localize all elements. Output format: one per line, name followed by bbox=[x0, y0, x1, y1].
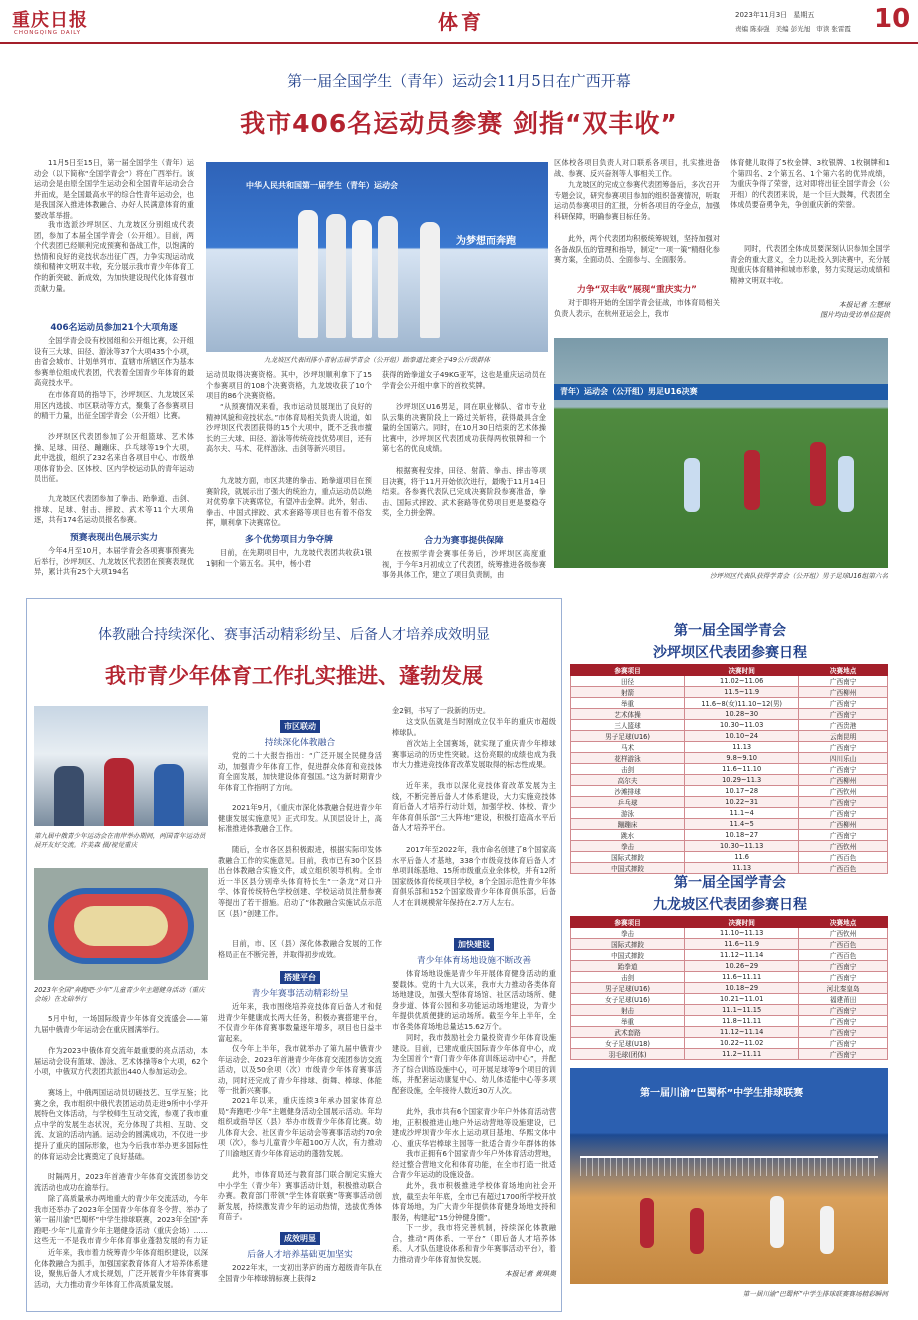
paragraph: 在市体育局的指导下，沙坪坝区、九龙坡区采用区内选拔、市区联动等方式，聚集了各参赛项目的精干力量，出征全国学青会（公开组）比赛。 bbox=[34, 390, 194, 421]
event-cell: 举重 bbox=[571, 1016, 685, 1027]
photo-taekwondo-team bbox=[206, 162, 548, 352]
final-date-cell: 11.6~11.11 bbox=[685, 972, 799, 983]
final-date-cell: 11.2~11.11 bbox=[685, 1049, 799, 1060]
paragraph: 目前，市、区（县）深化体教融合发展的工作格局正在不断完善，并取得初步成效。 bbox=[218, 939, 382, 959]
event-cell: 跆拳道 bbox=[571, 961, 685, 972]
photo-caption: 第一届川渝“巴蜀杯”中学生排球联赛赛场精彩瞬间 bbox=[742, 1290, 888, 1298]
section-tag: 加快建设 bbox=[454, 938, 494, 951]
event-cell: 国际式摔跤 bbox=[571, 939, 685, 950]
event-cell: 羽毛球(团体) bbox=[571, 1049, 685, 1060]
article2-kicker: 体教融合持续深化、赛事活动精彩纷呈、后备人才培养成效明显 bbox=[98, 627, 490, 643]
paragraph: 运动员取得决赛资格。其中，沙坪坝顺利拿下了15个参赛项目的108个决赛资格，九龙坡收获了10个项目的86个决赛资格。 bbox=[206, 370, 372, 401]
paragraph: 下一步，我市将完善机制，持续深化体教融合，推动“两体系、一平台”（即后备人才培养体系、人才队伍建设体系和青少年赛事活动平台），着力推动青少年体育加快发展。 bbox=[392, 1223, 556, 1264]
paragraph: 全国学青会设有校园组和公开组比赛，公开组设有三大球、田径、游泳等37个大项435个小项，由省会城市、计划单列市、直辖市所辖区作为基本参赛单位组成代表团，代表着全国青少年体育的最高竞技水平。 bbox=[34, 336, 194, 388]
player-figure bbox=[810, 442, 826, 506]
subheading: 预赛表现出色展示实力 bbox=[70, 533, 158, 543]
venue-cell: 广西南宁 bbox=[799, 698, 888, 709]
paragraph: 首次站上全国赛场，就实现了重庆青少年棒球赛事运动的历史性突破。这份亮眼的成绩也成为我市大力推进竞技体育改革发展取得的标志性成果。 bbox=[392, 739, 556, 770]
article2-right-col bbox=[392, 706, 556, 1306]
table-row bbox=[571, 1005, 888, 1016]
paragraph: 在按照学青会赛事任务后，沙坪坝区高度重视，于今年3月初成立了代表团，统筹推进各级参赛事务具体工作，建立了项目负责制，由 bbox=[382, 549, 546, 580]
venue-cell: 四川乐山 bbox=[799, 753, 888, 764]
masthead bbox=[0, 0, 918, 44]
event-cell: 高尔夫 bbox=[571, 775, 685, 786]
section-title: 体育 bbox=[438, 10, 484, 34]
event-cell: 女子足球(U18) bbox=[571, 1038, 685, 1049]
paragraph: 九龙坡方面，市区共建的拳击、跆拳道项目在预赛阶段，就展示出了强大的统治力，重点运动员以绝对优势拿下决赛席位，有望冲击金牌。此外，射击、拳击、中国式摔跤、武术套路等项目也有着不俗发挥，顺利拿下决赛席位。 bbox=[206, 476, 372, 528]
table-row bbox=[571, 808, 888, 819]
subheading: 青少年赛事活动精彩纷呈 bbox=[251, 989, 349, 999]
table-row bbox=[571, 709, 888, 720]
event-cell: 射击 bbox=[571, 1005, 685, 1016]
designer-label: 美编 bbox=[775, 25, 789, 33]
column-header: 决赛时间 bbox=[685, 917, 799, 928]
event-cell: 艺术体操 bbox=[571, 709, 685, 720]
final-date-cell: 9.8~9.10 bbox=[685, 753, 799, 764]
event-cell: 花样游泳 bbox=[571, 753, 685, 764]
table-row bbox=[571, 841, 888, 852]
venue-cell: 广西南宁 bbox=[799, 1005, 888, 1016]
venue-cell: 广西柳州 bbox=[799, 687, 888, 698]
event-cell: 国际式摔跤 bbox=[571, 852, 685, 863]
designer-name: 彭光旭 bbox=[790, 25, 811, 33]
player-figure bbox=[640, 1198, 654, 1248]
schedule-title-line1: 第一届全国学青会 bbox=[674, 623, 786, 639]
final-date-cell: 11.13 bbox=[685, 863, 799, 874]
event-cell: 三人篮球 bbox=[571, 720, 685, 731]
final-date-cell: 11.12~11.14 bbox=[685, 950, 799, 961]
section-tag: 搭建平台 bbox=[280, 971, 320, 984]
player-figure bbox=[744, 450, 760, 510]
final-date-cell: 10.17~28 bbox=[685, 786, 799, 797]
paragraph: 近年来，我市以深化竞技体育改革发展为主线，不断完善后备人才体系建设，大力实施竞技体育后备人才培养行动计划，加强学校、体校、青少年体育俱乐部“三大阵地”建设，积极打造高水平后备人才培养平台。 bbox=[392, 781, 556, 833]
table-row bbox=[571, 939, 888, 950]
paragraph: 九龙坡区代表团参加了拳击、跆拳道、击剑、排球、足球、射击、摔跤、武术等11个大项角逐，共有174名运动员报名参赛。 bbox=[34, 494, 194, 525]
photo-running-youth-event bbox=[34, 868, 208, 980]
venue-cell: 广西南宁 bbox=[799, 1049, 888, 1060]
column-header: 决赛地点 bbox=[799, 665, 888, 676]
player-figure bbox=[838, 456, 854, 512]
final-date-cell: 11.6~8(女)11.10~12(男) bbox=[685, 698, 799, 709]
crowd-figure bbox=[104, 758, 134, 826]
subheading: 多个优势项目力争夺牌 bbox=[245, 535, 333, 545]
final-date-cell: 10.30~11.03 bbox=[685, 720, 799, 731]
paragraph: 我市选派沙坪坝区、九龙坡区分别组成代表团，参加了本届全国学青会（公开组）。目前，两个代表团已经顺利完成预赛和备战工作，以饱满的热情和良好的竞技状态出征广西，力争实现运动成绩和精神文明双丰收，充分展示我市青少年体育工作的新突破、新成效，为加快建设现代化体育强市贡献力量。 bbox=[34, 220, 194, 293]
section-tag: 成效明显 bbox=[280, 1232, 320, 1245]
paragraph: 今年4月至10月，本届学青会各项赛事预赛先后举行，沙坪坝区、九龙坡区代表团在预赛表现优异，累计共有25个大项194名 bbox=[34, 546, 194, 577]
final-date-cell: 10.18~27 bbox=[685, 830, 799, 841]
table-row bbox=[571, 1016, 888, 1027]
venue-cell: 广西南宁 bbox=[799, 961, 888, 972]
player-figure bbox=[684, 458, 700, 512]
paragraph: 2021年以来，重庆连续3年承办国家体育总局“奔跑吧·少年”主题健身活动全国展示活动。年均组织或指导区（县）举办市级青少年体育比赛。幼儿体育大会、社区青少年运动会等赛事活动约70余项（次），参与儿童青少年超100万人次，有力推动了川渝地区青少年体育运动的蓬勃发展。 bbox=[218, 1096, 382, 1158]
table-row bbox=[571, 786, 888, 797]
stadium-field bbox=[74, 906, 168, 946]
table-row bbox=[571, 819, 888, 830]
schedule2-title bbox=[570, 872, 890, 914]
crowd-figure bbox=[54, 766, 84, 826]
subheading: 406名运动员参加21个大项角逐 bbox=[50, 323, 178, 333]
athlete-figure bbox=[352, 220, 372, 338]
final-date-cell: 11.12~11.14 bbox=[685, 1027, 799, 1038]
article1-col1 bbox=[34, 158, 194, 588]
final-date-cell: 11.02~11.06 bbox=[685, 676, 799, 687]
final-date-cell: 10.30~11.13 bbox=[685, 841, 799, 852]
event-cell: 马术 bbox=[571, 742, 685, 753]
venue-cell: 广西钦州 bbox=[799, 786, 888, 797]
table-row bbox=[571, 775, 888, 786]
event-cell: 中国式摔跤 bbox=[571, 863, 685, 874]
athlete-figure bbox=[298, 210, 318, 338]
venue-cell: 广西百色 bbox=[799, 863, 888, 874]
table-row bbox=[571, 698, 888, 709]
athlete-figure bbox=[326, 214, 346, 338]
paragraph: 目前，在先期项目中，九龙坡代表团共收获1银1铜和一个第五名。其中，杨小君 bbox=[206, 548, 372, 568]
photo-banner-text: 中华人民共和国第一届学生（青年）运动会 bbox=[246, 181, 398, 190]
weekday: 星期五 bbox=[793, 11, 815, 19]
venue-cell: 广西南宁 bbox=[799, 972, 888, 983]
final-date-cell: 11.8~11.11 bbox=[685, 1016, 799, 1027]
venue-cell: 广西钦州 bbox=[799, 928, 888, 939]
table-row bbox=[571, 676, 888, 687]
event-cell: 射箭 bbox=[571, 687, 685, 698]
paragraph: 此外，我市积极推进学校体育场地向社会开放，截至去年年底，全市已有超过1700所学校开放体育场地，为广大青少年提供体育健身场地支持和服务，构建起“15分钟健身圈”。 bbox=[392, 1181, 556, 1222]
event-cell: 拳击 bbox=[571, 841, 685, 852]
final-date-cell: 11.6~11.10 bbox=[685, 764, 799, 775]
paragraph: 5月中旬，一场国际级青少年体育交流盛会——第九届中俄青少年运动会在重庆圆满举行。 bbox=[34, 1014, 208, 1034]
final-date-cell: 11.1~11.15 bbox=[685, 1005, 799, 1016]
athlete-figure bbox=[378, 216, 398, 338]
photo-caption: 九龙坡区代表团排小青射击届学青会（公开组）跆拳道比赛全于49公斤级群体 bbox=[264, 356, 490, 364]
photo-credit: 图片均由受访单位提供 bbox=[820, 311, 890, 319]
paragraph: 金2铜，书写了一段新的历史。 bbox=[392, 706, 491, 715]
section-tag: 市区联动 bbox=[280, 720, 320, 733]
volleyball-net bbox=[580, 1156, 878, 1176]
event-cell: 拳击 bbox=[571, 928, 685, 939]
event-cell: 击剑 bbox=[571, 764, 685, 775]
newspaper-logo: 重庆日报 bbox=[12, 10, 88, 31]
final-date-cell: 10.18~29 bbox=[685, 983, 799, 994]
photo-banner-text: 青年）运动会（公开组）男足U16决赛 bbox=[554, 384, 888, 400]
venue-cell: 广西南宁 bbox=[799, 1016, 888, 1027]
final-date-cell: 11.13 bbox=[685, 742, 799, 753]
table-row bbox=[571, 961, 888, 972]
venue-cell: 广西百色 bbox=[799, 939, 888, 950]
article2-mid-col bbox=[218, 714, 382, 1306]
paragraph: 此外，市体育局还与教育部门联合制定实施大中小学生（青少年）赛事活动计划，积极推动联合办赛。教育部门带领“学生体育联赛”等赛事活动创新发展，持续激发青少年的运动热情，选拔优秀体育苗子。 bbox=[218, 1170, 382, 1222]
photo-youth-football bbox=[554, 338, 888, 568]
article1-col4 bbox=[554, 158, 720, 334]
paragraph: 体育场地设施是青少年开展体育健身活动的重要载体。党的十九大以来，我市大力推动各类体育场地建设，加强大型体育场馆、社区活动场所、健身步道、体育公园和多功能运动场地建设，为青少年提供优质便捷的运动场所。截至今年上半年，全市各类体育场地总量达15.62万个。 bbox=[392, 969, 556, 1031]
event-cell: 游泳 bbox=[571, 808, 685, 819]
event-cell: 蹦蹦床 bbox=[571, 819, 685, 830]
newspaper-logo-en: CHONGQING DAILY bbox=[14, 30, 81, 36]
venue-cell: 广西南宁 bbox=[799, 797, 888, 808]
schedule2-table bbox=[570, 916, 888, 1060]
venue-cell: 广西贵港 bbox=[799, 720, 888, 731]
paragraph: 体育健儿取得了5枚金牌、3枚银牌、1枚铜牌和1个第四名、2个第五名、1个第六名的优异成绩，为重庆争得了荣誉，这对即将出征全国学青会（公开组）的代表团来说，是一个巨大鼓舞，代表团全体成员要奋勇争先，争创重庆新的荣誉。 bbox=[730, 158, 890, 210]
article2-headline: 我市青少年体育工作扎实推进、蓬勃发展 bbox=[105, 664, 483, 688]
table-row bbox=[571, 983, 888, 994]
proofreader-label: 审读 bbox=[816, 25, 830, 33]
photo-volleyball-league bbox=[570, 1068, 888, 1284]
editors-line bbox=[735, 24, 851, 33]
photo-caption: 沙坪坝区代表队获得学青会（公开组）男子足球U16组第六名 bbox=[709, 572, 888, 580]
schedule-title-line2: 沙坪坝区代表团参赛日程 bbox=[653, 645, 807, 661]
table-row bbox=[571, 764, 888, 775]
table-row bbox=[571, 928, 888, 939]
final-date-cell: 11.6 bbox=[685, 852, 799, 863]
venue-cell: 广西南宁 bbox=[799, 830, 888, 841]
venue-cell: 广西百色 bbox=[799, 852, 888, 863]
final-date-cell: 11.10~11.13 bbox=[685, 928, 799, 939]
paragraph: 随后，全市各区县积极跟进，根据实际印发体教融合工作的实施意见。目前，我市已有30个区县出台体教融合实施文件，或立组织领导机构。全市近一半区县分别牵头体育特长生“一条龙”对口升学、体育传统特色学校创建、学校运动员注册参赛等提出了若干措施。启动了“体教融合实施试点示范区（县）”创建工作。 bbox=[218, 845, 382, 918]
paragraph: 获得的跆拳道女子49KG亚军，这也是重庆运动员在学青会公开组中拿下的首枚奖牌。 bbox=[382, 370, 546, 390]
issue-date bbox=[735, 10, 814, 20]
paragraph: 同时，代表团全体成员要深刻认识参加全国学青会的重大意义，全力以赴投入到决赛中，充分展现重庆体育精神和城市形象，努力实现运动成绩和精神文明双丰收。 bbox=[730, 244, 890, 285]
final-date-cell: 11.4~5 bbox=[685, 819, 799, 830]
event-cell: 中国式摔跤 bbox=[571, 950, 685, 961]
venue-cell: 广西百色 bbox=[799, 950, 888, 961]
table-row bbox=[571, 1049, 888, 1060]
paragraph: 赛场上，中俄两国运动员切磋技艺、互学互鉴；比赛之余，我市组织中俄代表团运动员走进9所中小学开展特色文体活动，与学校师生互动交流，参观了我市重点中学的发展生态状况，充分体现了共相、互助、交流、友谊的活动内涵。运动会的圆满成功，不仅进一步提升了重庆的国际形象，也为今后我市举办更多国际性的体育运动会比赛奠定了良好基础。 bbox=[34, 1088, 208, 1161]
reporter-byline: 本报记者 黄琪奥 bbox=[504, 1270, 556, 1278]
paragraph: “从预赛情况来看，我市运动员展现出了良好的精神风貌和竞技状态。”市体育局相关负责人说道，如沙坪坝区代表团获得的15个大项中，既不乏我市擅长的三大球、田径、游泳等传统竞技优势项目，还有高尔夫、马术、花样游泳、击剑等新兴项目。 bbox=[206, 402, 372, 454]
subheading: 合力为赛事提供保障 bbox=[424, 536, 504, 546]
paragraph: 党的二十大报告指出：“广泛开展全民健身活动，加强青少年体育工作，促进群众体育和竞技体育全面发展，加快建设体育强国。”这为新时期青少年体育工作指明了方向。 bbox=[218, 751, 382, 792]
paragraph: 区体校各项目负责人对口联系各项目，扎实推进备战、参赛、反兴奋剂等人事相关工作。 bbox=[554, 158, 720, 178]
final-date-cell: 10.22~31 bbox=[685, 797, 799, 808]
table-row bbox=[571, 720, 888, 731]
venue-cell: 广西南宁 bbox=[799, 676, 888, 687]
table-row bbox=[571, 830, 888, 841]
subheading: 青少年体育场地设施不断改善 bbox=[416, 956, 532, 966]
venue-cell: 广西南宁 bbox=[799, 1027, 888, 1038]
schedule-title-line2: 九龙坡区代表团参赛日程 bbox=[653, 897, 807, 913]
paragraph: 沙坪坝区U16男足，同在职业梯队、省市专业队云集的决赛阶段上一路过关斩将，获得最具含金量的全国第六。同时，在10月30日结束的艺术体操比赛中，沙坪坝区代表团成功获得两枚银牌和一个第七名的优良成绩。 bbox=[382, 402, 546, 454]
final-date-cell: 10.26~29 bbox=[685, 961, 799, 972]
table-row bbox=[571, 742, 888, 753]
event-cell: 男子足球(U16) bbox=[571, 731, 685, 742]
venue-cell: 广西柳州 bbox=[799, 819, 888, 830]
paragraph: 2021年9月，《重庆市深化体教融合促进青少年健康发展实施意见》正式印发。从顶层设计上，高标准推进体教融合工作。 bbox=[218, 803, 382, 834]
event-cell: 乒乓球 bbox=[571, 797, 685, 808]
paragraph: 仅今年上半年，我市就举办了第九届中俄青少年运动会、2023年首港青少年体育交流团参访交流活动，以及50余项（次）市级青少年体育赛事活动，同时还完成了青少年排球、街舞、棒球、体能等一批新兴赛事。 bbox=[218, 1044, 382, 1096]
venue-cell: 广西南宁 bbox=[799, 742, 888, 753]
venue-cell: 广西钦州 bbox=[799, 841, 888, 852]
photo-sino-russian-games bbox=[34, 706, 208, 826]
player-figure bbox=[770, 1196, 784, 1248]
table-row bbox=[571, 852, 888, 863]
schedule1-title bbox=[570, 620, 890, 662]
paragraph: 近年来，我市着力统筹青少年体育组织建设，以深化体教融合为抓手，加强国家教育体育人才培养体系建设，聚焦后备人才成长规划，广泛开展青少年体育赛事活动，大力推动青少年体育工作高质量发展。 bbox=[34, 1248, 208, 1289]
photo-banner-text: 第一届川渝“巴蜀杯”中学生排球联赛 bbox=[640, 1088, 804, 1099]
event-cell: 沙滩排球 bbox=[571, 786, 685, 797]
event-cell: 举重 bbox=[571, 698, 685, 709]
venue-cell: 广西南宁 bbox=[799, 808, 888, 819]
event-cell: 武术套路 bbox=[571, 1027, 685, 1038]
table-row bbox=[571, 687, 888, 698]
paragraph: 我市正拥有6个国家青少年户外体育活动营地，经过整合营地文化和体育功能，在全市打造一批适合青少年运动的设施设备。 bbox=[392, 1149, 556, 1180]
event-cell: 女子足球(U16) bbox=[571, 994, 685, 1005]
schedule-title-line1: 第一届全国学青会 bbox=[674, 875, 786, 891]
paragraph: 对于即将开始的全国学青会征战，市体育局相关负责人表示，在杭州亚运会上，我市 bbox=[554, 298, 720, 318]
final-date-cell: 10.28~30 bbox=[685, 709, 799, 720]
player-figure bbox=[820, 1206, 834, 1254]
final-date-cell: 10.22~11.02 bbox=[685, 1038, 799, 1049]
athlete-figure bbox=[420, 222, 440, 338]
table-row bbox=[571, 950, 888, 961]
paragraph: 根据赛程安排，田径、射箭、拳击、摔击等项目决赛，将于11月开始依次进行，最晚于11月14日结束。各参赛代表队已完成决赛阶段参赛准备，拳击、国际式摔跤、武术套路等优势项目更是要稳夺奖，全力拼金牌。 bbox=[382, 466, 546, 518]
event-cell: 男子足球(U16) bbox=[571, 983, 685, 994]
paragraph: 2022年末，一支初出茅庐的南方超级青年队在全国青少年棒球锦标赛上获得2 bbox=[218, 1263, 382, 1283]
venue-cell: 河北秦皇岛 bbox=[799, 983, 888, 994]
final-date-cell: 11.6~11.9 bbox=[685, 939, 799, 950]
paragraph: 2017年至2022年，我市命名创建了8个国家高水平后备人才基地，338个市级竞技体育后备人才单项训练基地、15所市级重点业余体校，并有12所国家级体育传统项目学校，8个全国示范性青少年体育俱乐部和152个国家级青少年体育俱乐部，后备人才在训规模常年保持在2.7万人左右。 bbox=[392, 845, 556, 907]
schedule1-table bbox=[570, 664, 888, 874]
final-date-cell: 10.21~11.01 bbox=[685, 994, 799, 1005]
paragraph: 沙坪坝区代表团参加了公开组篮球、艺术体操、足球、田径、蹦蹦床、乒乓球等19个大项，此中选拔，组织了232名来自各项目中心、市级单项体育协会、区体校、区内学校运动队的青年运动员出征。 bbox=[34, 432, 194, 484]
article2-left-col bbox=[34, 1014, 208, 1306]
article1-col3 bbox=[382, 370, 546, 588]
venue-cell: 广西南宁 bbox=[799, 764, 888, 775]
article1-kicker: 第一届全国学生（青年）运动会11月5日在广西开幕 bbox=[287, 72, 631, 90]
table-row bbox=[571, 1038, 888, 1049]
editor-label: 责编 bbox=[735, 25, 748, 33]
table-row bbox=[571, 753, 888, 764]
event-cell: 跳水 bbox=[571, 830, 685, 841]
final-date-cell: 10.10~24 bbox=[685, 731, 799, 742]
event-cell: 击剑 bbox=[571, 972, 685, 983]
paragraph: 这支队伍就是当时刚成立仅半年的重庆市超级棒球队。 bbox=[392, 717, 556, 737]
paragraph: 此外，我市共有6个国家青少年户外体育活动营地，正积极推进山地户外运动营地等设施建设，已建成沙坪坝青少年水上运动项目基地、华熙文体中心、重庆华岩棒球主园等一批适合青少年群体的体 bbox=[392, 1107, 556, 1148]
column-header: 参赛项目 bbox=[571, 665, 685, 676]
table-row bbox=[571, 731, 888, 742]
event-cell: 田径 bbox=[571, 676, 685, 687]
venue-cell: 广西柳州 bbox=[799, 775, 888, 786]
final-date-cell: 10.29~11.3 bbox=[685, 775, 799, 786]
venue-cell: 福建莆田 bbox=[799, 994, 888, 1005]
subheading: 力争“双丰收”展现“重庆实力” bbox=[577, 285, 697, 295]
venue-cell: 广西南宁 bbox=[799, 1038, 888, 1049]
photo-banner-big: 为梦想而奔跑 bbox=[456, 236, 516, 247]
paragraph: 同时，我市鼓励社会力量投资青少年体育设施建设。目前，已建成重庆国际青少年体育中心，成为全国首个“青门青少年体育训练运动中心”，并配齐了综合训练设施中心，可开展足球等9个项目的训练，并配套运动康复中心、幼儿体适能中心等多项配套设施，全年接待人数近30万人次。 bbox=[392, 1033, 556, 1095]
venue-cell: 广西南宁 bbox=[799, 709, 888, 720]
paragraph: 时隔两月，2023年首港青少年体育交流团参访交流活动也成功在渝举行。 bbox=[34, 1172, 208, 1192]
crowd-figure bbox=[154, 764, 184, 826]
date: 2023年11月3日 bbox=[735, 11, 788, 19]
table-row bbox=[571, 1027, 888, 1038]
article1-headline: 我市406名运动员参赛 剑指“双丰收” bbox=[240, 109, 678, 138]
article1-col5 bbox=[730, 158, 890, 334]
article1-col2 bbox=[206, 370, 372, 588]
page-number: 10 bbox=[874, 4, 911, 34]
table-row bbox=[571, 797, 888, 808]
subheading: 持续深化体教融合 bbox=[264, 738, 336, 748]
table-row bbox=[571, 994, 888, 1005]
final-date-cell: 11.1~4 bbox=[685, 808, 799, 819]
paragraph: 近年来，我市围绕培养竞技体育后备人才和促进青少年健康成长两大任务，积极办赛搭建平台，不仅青少年体育赛事数量逐年增多，项目也日益丰富起来。 bbox=[218, 1002, 382, 1043]
column-header: 决赛地点 bbox=[799, 917, 888, 928]
paragraph: 九龙坡区的完成立参赛代表团筹备后，多次召开专题会议，研究参赛项目参加的组织备赛情况，听取运动员参赛项目的汇报，分析各项目的夺金点，加强科研保障，明确参赛目标任务。 bbox=[554, 180, 720, 221]
paragraph: 11月5日至15日，第一届全国学生（青年）运动会（以下简称“全国学青会”）将在广西举行。该运动会是由原全国学生运动会和全国青年运动会合并而成，是全国最高水平的综合性青年运动会，也是我国深入推进体教融合、办好人民满意体育的重要改革举措。 bbox=[34, 158, 194, 220]
paragraph: 除了高质量承办两地重大的青少年交流活动，今年我市还举办了2023年全国青少年体育冬令营、举办了第一届川渝“巴蜀杯”中学生排球联赛，2023年全国“奔跑吧·少年”儿童青少年主题健身活动（重庆会场）……这些无一不是我市青少年体育事业蓬勃发展的有力证 bbox=[34, 1194, 208, 1246]
paragraph: 作为2023中俄体育交流年最重要的亮点活动，本届运动会设有篮球、游泳、艺术体操等8个大项，62个小项，中俄双方代表团共派出440人参加运动会。 bbox=[34, 1046, 208, 1077]
final-date-cell: 11.5~11.9 bbox=[685, 687, 799, 698]
paragraph: 此外，两个代表团均积极统筹规划，坚持加强对各备战队伍的管理和指导，制定“一项一策”精细化参赛方案，全面动员、全面参与、全面服务。 bbox=[554, 234, 720, 265]
reporter-byline: 本报记者 左慧琼 bbox=[838, 301, 890, 309]
column-header: 参赛项目 bbox=[571, 917, 685, 928]
column-header: 决赛时间 bbox=[685, 665, 799, 676]
photo-caption: 2023年全国“奔跑吧·少年”儿童青少年主题健身活动（重庆会场）在北碚举行 bbox=[34, 986, 205, 1003]
player-figure bbox=[690, 1208, 704, 1254]
subheading: 后备人才培养基础更加坚实 bbox=[247, 1250, 353, 1260]
table-row bbox=[571, 972, 888, 983]
editor-name: 陈泰强 bbox=[750, 25, 770, 33]
proofreader-name: 张雷霞 bbox=[831, 25, 851, 33]
venue-cell: 云南昆明 bbox=[799, 731, 888, 742]
photo-caption: 第九届中俄青少年运动会在南岸举办期间，两国青年运动员展开友好交流。许美森 摄/视觉重庆 bbox=[34, 832, 206, 849]
